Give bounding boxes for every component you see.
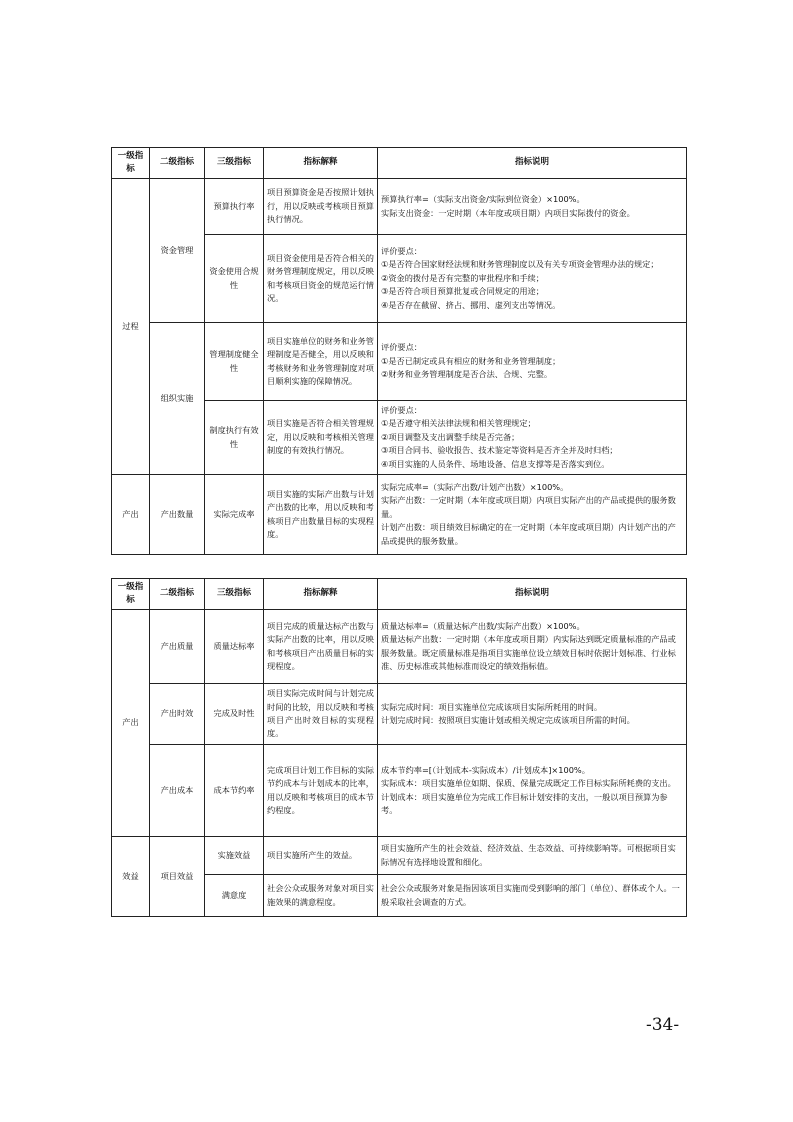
header-level2: 二级指标 bbox=[150, 579, 205, 610]
header-level3: 三级指标 bbox=[205, 148, 264, 179]
table-header-row bbox=[112, 148, 687, 179]
desc-line: ②资金的拨付是否有完整的审批程序和手续； bbox=[381, 272, 544, 283]
level3-cell: 完成及时性 bbox=[205, 684, 264, 745]
level2-cell: 资金管理 bbox=[150, 179, 205, 323]
table-row bbox=[112, 837, 687, 875]
description-cell bbox=[378, 610, 687, 684]
level2-cell: 产出成本 bbox=[150, 745, 205, 837]
desc-line: 计划成本：项目实施单位为完成工作目标计划安排的支出，一般以项目预算为参考。 bbox=[381, 791, 668, 815]
header-level2: 二级指标 bbox=[150, 148, 205, 179]
page-number: -34- bbox=[646, 1015, 680, 1035]
desc-line: 实际完成率=（实际产出数/计划产出数）×100%。 bbox=[381, 481, 569, 492]
desc-line: 评价要点： bbox=[381, 404, 422, 415]
explanation-cell: 项目实施是否符合相关管理规定，用以反映和考核相关管理制度的有效执行情况。 bbox=[264, 401, 378, 475]
description-cell bbox=[378, 179, 687, 235]
table-row bbox=[112, 323, 687, 401]
desc-line: 实际成本：项目实施单位如期、保质、保量完成既定工作目标实际所耗费的支出。 bbox=[381, 778, 676, 789]
desc-line: ①是否遵守相关法律法规和相关管理规定； bbox=[381, 418, 536, 429]
indicator-table-2 bbox=[111, 578, 687, 917]
header-level1: 一级指标 bbox=[112, 148, 150, 179]
level3-cell: 制度执行有效性 bbox=[205, 401, 264, 475]
header-description: 指标说明 bbox=[378, 148, 687, 179]
table-row bbox=[112, 179, 687, 235]
description-cell bbox=[378, 475, 687, 555]
desc-line: 社会公众或服务对象是指因该项目实施而受到影响的部门（单位）、群体或个人。一般采取社会调查的方式。 bbox=[381, 883, 680, 907]
description-cell bbox=[378, 837, 687, 875]
description-cell bbox=[378, 323, 687, 401]
table-row bbox=[112, 610, 687, 684]
desc-line: ②财务和业务管理制度是否合法、合规、完整。 bbox=[381, 369, 553, 380]
explanation-cell: 项目预算资金是否按照计划执行，用以反映或考核项目预算执行情况。 bbox=[264, 179, 378, 235]
level2-cell: 产出时效 bbox=[150, 684, 205, 745]
desc-line: ④项目实施的人员条件、场地设备、信息支撑等是否落实到位。 bbox=[381, 458, 610, 469]
level1-cell: 效益 bbox=[112, 837, 150, 917]
level3-cell: 实施效益 bbox=[205, 837, 264, 875]
level2-cell: 产出数量 bbox=[150, 475, 205, 555]
level3-cell: 预算执行率 bbox=[205, 179, 264, 235]
desc-line: 计划产出数：项目绩效目标确定的在一定时期（本年度或项目期）内计划产出的产品或提供的服务数量。 bbox=[381, 522, 676, 546]
desc-line: 实际产出数：一定时期（本年度或项目期）内项目实际产出的产品或提供的服务数量。 bbox=[381, 495, 676, 519]
level2-cell: 项目效益 bbox=[150, 837, 205, 917]
explanation-cell: 项目实施所产生的效益。 bbox=[264, 837, 378, 875]
table-row bbox=[112, 475, 687, 555]
header-explanation: 指标解释 bbox=[264, 148, 378, 179]
explanation-cell: 社会公众或服务对象对项目实施效果的满意程度。 bbox=[264, 875, 378, 917]
header-level3: 三级指标 bbox=[205, 579, 264, 610]
table-row bbox=[112, 684, 687, 745]
description-cell bbox=[378, 745, 687, 837]
explanation-cell: 完成项目计划工作目标的实际节约成本与计划成本的比率，用以反映和考核项目的成本节约程度。 bbox=[264, 745, 378, 837]
desc-line: 预算执行率=（实际支出资金/实际到位资金）×100%。 bbox=[381, 194, 585, 205]
header-explanation: 指标解释 bbox=[264, 579, 378, 610]
desc-line: 质量达标产出数：一定时期（本年度或项目期）内实际达到既定质量标准的产品或服务数量。既定质量标准是指项目实施单位设立绩效目标时依据计划标准、行业标准、历史标准或其他标准而设定的绩效指标值。 bbox=[381, 634, 676, 671]
desc-line: 质量达标率=（质量达标产出数/实际产出数）×100%。 bbox=[381, 620, 585, 631]
level3-cell: 管理制度健全性 bbox=[205, 323, 264, 401]
desc-line: 评价要点： bbox=[381, 245, 422, 256]
explanation-cell: 项目实施单位的财务和业务管理制度是否健全，用以反映和考核财务和业务管理制度对项目顺利实施的保障情况。 bbox=[264, 323, 378, 401]
desc-line: ④是否存在截留、挤占、挪用、虚列支出等情况。 bbox=[381, 299, 561, 310]
desc-line: 成本节约率=[（计划成本-实际成本）/计划成本]×100%。 bbox=[381, 764, 590, 775]
desc-line: ③是否符合项目预算批复或合同规定的用途； bbox=[381, 286, 544, 297]
header-level1: 一级指标 bbox=[112, 579, 150, 610]
table-header-row bbox=[112, 579, 687, 610]
explanation-cell: 项目实际完成时间与计划完成时间的比较，用以反映和考核项目产出时效目标的实现程度。 bbox=[264, 684, 378, 745]
description-cell bbox=[378, 875, 687, 917]
level1-cell: 产出 bbox=[112, 475, 150, 555]
header-description: 指标说明 bbox=[378, 579, 687, 610]
description-cell bbox=[378, 401, 687, 475]
level1-cell: 产出 bbox=[112, 610, 150, 837]
level2-cell: 产出质量 bbox=[150, 610, 205, 684]
indicator-table-1 bbox=[111, 147, 687, 555]
description-cell bbox=[378, 235, 687, 323]
level3-cell: 质量达标率 bbox=[205, 610, 264, 684]
desc-line: ②项目调整及支出调整手续是否完备； bbox=[381, 431, 520, 442]
desc-line: ①是否符合国家财经法规和财务管理制度以及有关专项资金管理办法的规定； bbox=[381, 259, 659, 270]
level2-cell: 组织实施 bbox=[150, 323, 205, 475]
explanation-cell: 项目实施的实际产出数与计划产出数的比率，用以反映和考核项目产出数量目标的实现程度。 bbox=[264, 475, 378, 555]
level3-cell: 满意度 bbox=[205, 875, 264, 917]
desc-line: ①是否已制定或具有相应的财务和业务管理制度； bbox=[381, 355, 561, 366]
description-cell bbox=[378, 684, 687, 745]
desc-line: 计划完成时间：按照项目实施计划或相关规定完成该项目所需的时间。 bbox=[381, 715, 635, 725]
explanation-cell: 项目资金使用是否符合相关的财务管理制度规定，用以反映和考核项目资金的规范运行情况。 bbox=[264, 235, 378, 323]
desc-line: 项目实施所产生的社会效益、经济效益、生态效益、可持续影响等。可根据项目实际情况有选择地设置和细化。 bbox=[381, 843, 676, 867]
desc-line: ③项目合同书、验收报告、技术鉴定等资料是否齐全并及时归档； bbox=[381, 445, 618, 456]
level1-cell: 过程 bbox=[112, 179, 150, 475]
desc-line: 实际完成时间：项目实施单位完成该项目实际所耗用的时间。 bbox=[381, 701, 603, 712]
desc-line: 评价要点： bbox=[381, 342, 422, 353]
level3-cell: 成本节约率 bbox=[205, 745, 264, 837]
level3-cell: 实际完成率 bbox=[205, 475, 264, 555]
table-row bbox=[112, 745, 687, 837]
level3-cell: 资金使用合规性 bbox=[205, 235, 264, 323]
desc-line: 实际支出资金：一定时期（本年度或项目期）内项目实际拨付的资金。 bbox=[381, 207, 635, 218]
explanation-cell: 项目完成的质量达标产出数与实际产出数的比率，用以反映和考核项目产出质量目标的实现程度。 bbox=[264, 610, 378, 684]
